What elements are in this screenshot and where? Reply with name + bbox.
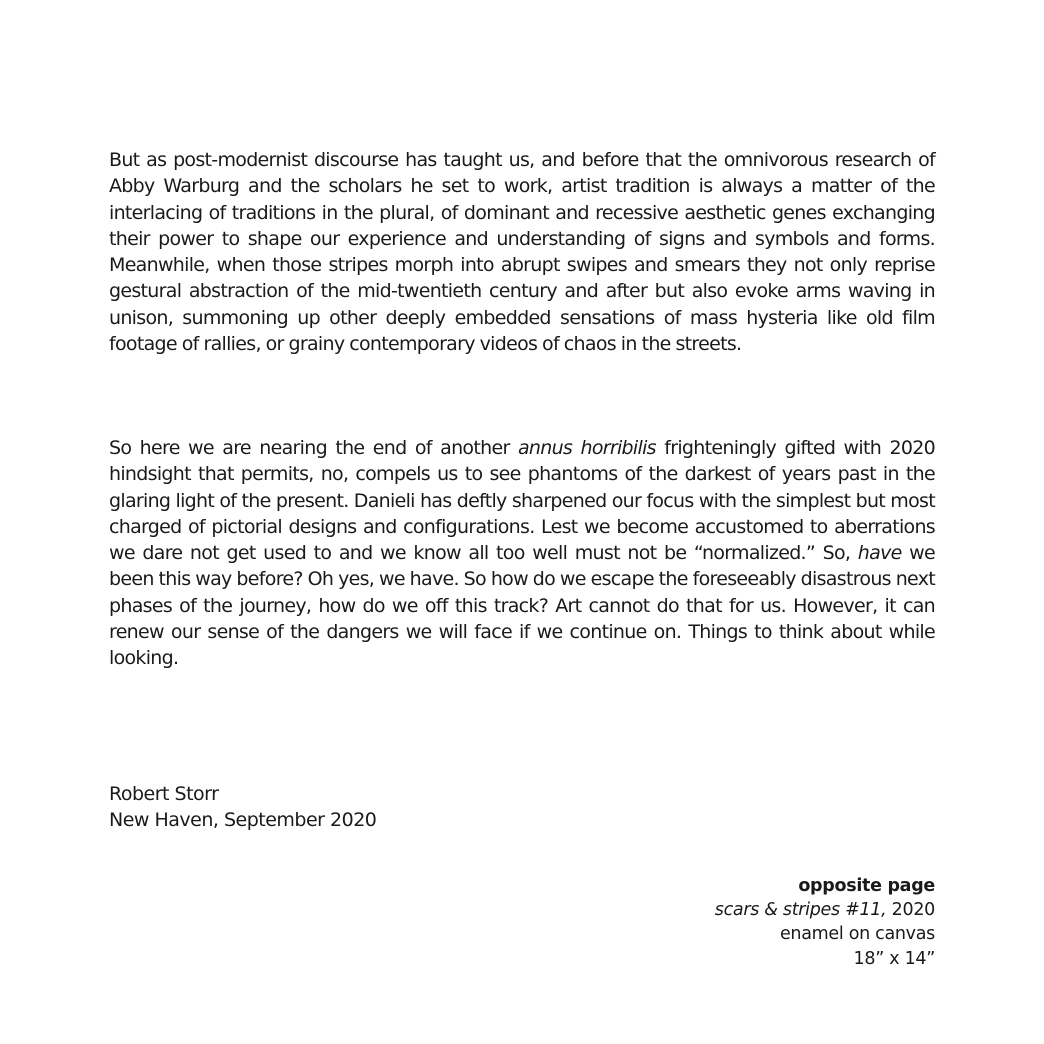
body-paragraph-1: But as post-modernist discourse has taught us, and before that the omnivorous research of Abby Warburg and the scholars he set to work, artist tradition is always a matter of the interlacing of traditions in the plural, of dominant and recessive aesthetic genes exchanging their power to shape our experience and understanding of signs and symbols and forms. Meanwhile, when those stripes morph into abrupt swipes and smears they not only reprise gestural abstraction of the mid-twentieth century and after but also evoke arms waving in unison, summoning up other deeply embedded sensations of mass hysteria like old film footage of rallies, or grainy contemporary videos of chaos in the streets.	[109, 149, 935, 356]
paragraph-2-text-2: frighteningly gifted with 2020 hindsight that permits, no, compels us to see phantoms of the darkest of years past in the glaring light of the present. Danieli has deftly sharpened our focus with the simplest but most charged of pictorial designs and configurations. Lest we become accustomed to aberrations we dare not get used to and we know all too well must not be “normalized.” So,	[109, 437, 936, 565]
artwork-title: scars & stripes #11,	[714, 900, 887, 921]
artwork-year: 2020	[886, 900, 935, 921]
place-date: New Haven, September 2020	[109, 809, 377, 832]
caption-heading: opposite page	[798, 876, 935, 896]
artwork-medium: enamel on canvas	[779, 924, 935, 945]
author-name: Robert Storr	[109, 783, 219, 805]
paragraph-2-italic-phrase: annus horribilis	[517, 437, 656, 459]
paragraph-2-text-3: we been this way before? Oh yes, we have. So how do we escape the foreseeably disastrous next phases of the journey, how do we off this track? Art cannot do that for us. However, it can renew our sense of the dangers we will face if we continue on. Things to think about while looking.	[109, 542, 936, 670]
body-paragraph-2	[109, 435, 935, 672]
paragraph-2-italic-word: have	[857, 542, 902, 565]
caption-title-line	[715, 898, 935, 922]
signature-block	[109, 781, 376, 834]
paragraph-2-text-1: So here we are nearing the end of another	[109, 437, 518, 459]
artwork-caption	[715, 874, 935, 971]
artwork-dimensions: 18” x 14”	[853, 948, 935, 969]
